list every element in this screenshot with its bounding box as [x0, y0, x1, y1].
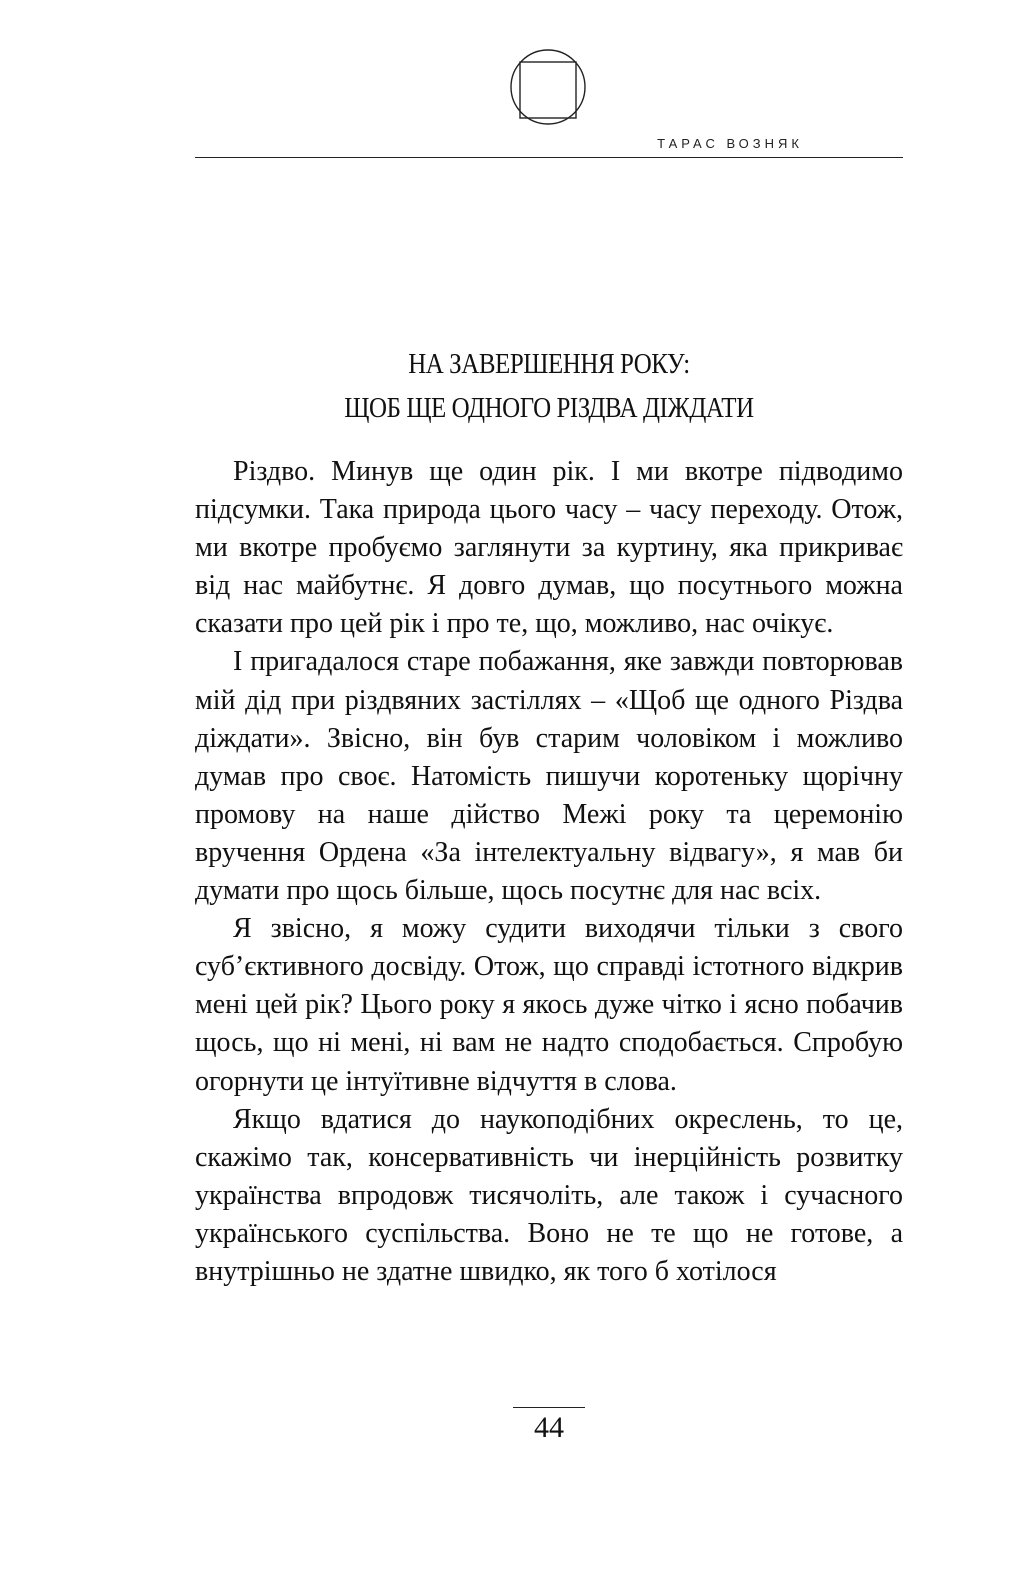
running-head: ТАРАС ВОЗНЯК: [657, 136, 803, 151]
chapter-title-line-2: ЩОБ ЩЕ ОДНОГО РІЗДВА ДІЖДАТИ: [344, 392, 754, 424]
paragraph: І пригадалося старе побажання, яке завжди повторював мій дід при різдвяних застіллях – «Щоб ще одного Різдва діждати». Звісно, він був старим чоловіком і можливо думав про своє. Натомість пишучи коротеньку щорічну промову на наше дійство Межі року та церемонію вручення Ордена «За інтелектуальну відвагу», я мав би думати про щось більше, щось посутнє для нас всіх.: [195, 646, 903, 907]
chapter-title-line-1: НА ЗАВЕРШЕННЯ РОКУ:: [408, 348, 690, 380]
paragraph: Я звісно, я можу судити виходячи тільки з свого суб’єктивного досвіду. Отож, що справді істотного відкрив мені цей рік? Цього року я якось дуже чітко і ясно побачив щось, що ні мені, ні вам не надто сподобається. Спробую огорнути це інтуїтивне відчуття в слова.: [195, 913, 903, 1097]
paragraph: Якщо вдатися до наукоподібних окреслень, то це, скажімо так, консервативність чи інерційність розвитку українства впродовж тисячоліть, але також і сучасного українського суспільства. Воно не те що не готове, а внутрішньо не здатне швидко, як того б хотілося: [195, 1103, 903, 1287]
circle-in-square-icon: [509, 48, 587, 126]
chapter-title: [195, 342, 903, 430]
body-text: [195, 453, 903, 1291]
header-rule: [195, 157, 903, 158]
paragraph: Різдво. Минув ще один рік. І ми вкотре підводимо підсумки. Така природа цього часу – часу переходу. Отож, ми вкотре пробуємо заглянути за куртину, яка прикриває від нас майбутнє. Я довго думав, що посутнього можна сказати про цей рік і про те, що, можливо, нас очікує.: [195, 456, 903, 640]
page-number: 44: [513, 1407, 585, 1446]
